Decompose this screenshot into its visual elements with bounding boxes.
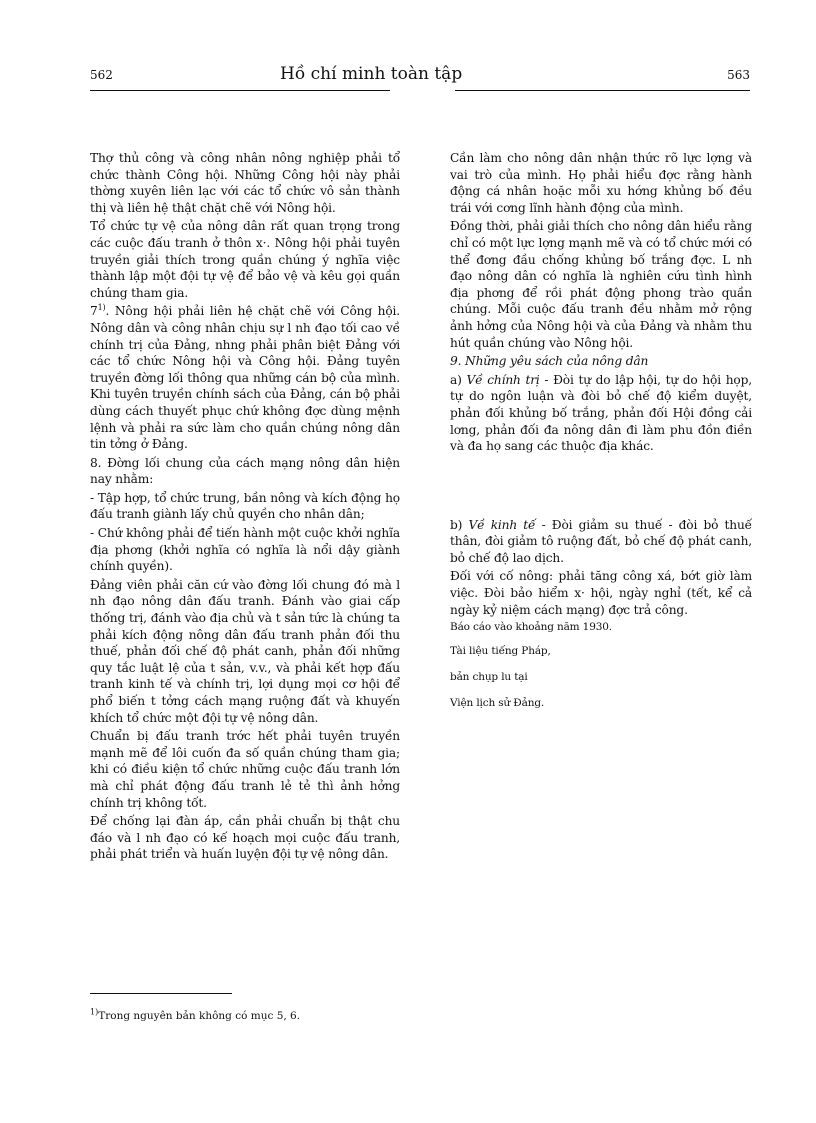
page-number-right: 563 xyxy=(727,68,750,82)
demand-economic xyxy=(450,517,752,567)
item-label: a) xyxy=(450,372,467,387)
list-item: - Tập hợp, tổ chức trung, bần nông và kích động họ đấu tranh giành lấy chủ quyền cho nhân dân; xyxy=(90,490,400,522)
footnote-marker: 1) xyxy=(90,1007,99,1017)
page-number-left: 562 xyxy=(90,68,113,82)
footnote-ref: 1) xyxy=(97,303,106,313)
header-rule-right xyxy=(455,90,750,91)
paragraph: Chuẩn bị đấu tranh trớc hết phải tuyên truyền mạnh mẽ để lôi cuốn đa số quần chúng tham gia; khi có điều kiện tổ chức những cuộc đấu tranh lớn mà chỉ phát động đấu tranh lẻ tẻ thì ảnh hởng chính trị không tốt. xyxy=(90,729,400,810)
source-note: Báo cáo vào khoảng năm 1930. xyxy=(450,621,612,634)
paragraph: Để chống lại đàn áp, cần phải chuẩn bị thật chu đáo và l nh đạo có kế hoạch mọi cuộc đấu tranh, phải phát triển và huấn luyện đội tự vệ nông dân. xyxy=(90,814,400,862)
paragraph: Cần làm cho nông dân nhận thức rõ lực lợng và vai trò của mình. Họ phải hiểu đợc rằng hành động cá nhân hoặc mỗi xu hớng khủng bố đều trái với cơng lĩnh hành động của mình. xyxy=(450,151,752,215)
running-title: Hồ chí minh toàn tập xyxy=(280,64,463,84)
item-title: Về kinh tế xyxy=(468,517,536,532)
paragraph-item-7: 7$^{1)}$. Nông hội phải liên hệ chặt chẽ với Công hội. Nông dân và công nhân chịu sự l nh đạo tối cao về chính trị của Đảng, nhng phải phân biệt Đảng với các tổ chức Nông hội và Công hội. Đảng tuyên truyền đờng lối thông qua những cán bộ của mình. Khi tuyên truyền chính sách của Đảng, cán bộ phải dùng cách thuyết phục chứ không đợc dùng mệnh lệnh và phải ra sức làm cho quần chúng nông dân tin tởng ở Đảng. xyxy=(90,303,401,452)
paragraph-item-8: 8. Đờng lối chung của cách mạng nông dân hiện nay nhằm: xyxy=(90,455,400,487)
item-label: b) xyxy=(450,517,469,532)
item-text: Nông hội phải liên hệ chặt chẽ với Công hội. Nông dân và công nhân chịu sự l nh đạo tối cao về chính trị của Đảng, nhng phải phân biệt Đảng với các tổ chức Nông hội và Công hội. Đảng tuyên truyền đờng lối thông qua những cán bộ của mình. Khi tuyên truyền chính sách của Đảng, cán bộ phải dùng cách thuyết phục chứ không đợc dùng mệnh lệnh và phải ra sức làm cho quần chúng nông dân tin tởng ở Đảng. xyxy=(90,304,401,452)
footnote-text: Trong nguyên bản không có mục 5, 6. xyxy=(98,1010,301,1022)
left-column xyxy=(90,150,400,863)
item-text: - Đòi giảm su thuế - đòi bỏ thuế thân, đòi giảm tô ruộng đất, bỏ chế độ phát canh, bỏ chế độ lao dịch. xyxy=(450,517,753,565)
paragraph: Đảng viên phải căn cứ vào đờng lối chung đó mà l nh đạo nông dân đấu tranh. Đánh vào giai cấp thống trị, đánh vào địa chủ và t sản tức là chúng ta phải kích động nông dân đấu tranh phản đối thu thuế, phản đối chế độ phát canh, phản đối những quy tắc luật lệ của t sản, v.v., và phải kết hợp đấu tranh kinh tế và chính trị, lợi dụng mọi cơ hội để phổ biến t tởng cách mạng ruộng đất và khuyến khích tổ chức một đội tự vệ nông dân. xyxy=(90,577,400,725)
item-number: 7 xyxy=(90,304,98,319)
section-heading: 9. Những yêu sách của nông dân xyxy=(450,354,649,369)
right-column xyxy=(450,150,752,710)
source-note: Viện lịch sử Đảng. xyxy=(450,697,545,710)
item-text: - Đòi tự do lập hội, tự do hội họp, tự do ngôn luận và đòi bỏ chế độ kiểm duyệt, phản đối khủng bố trắng, phản đối Hội đồng cải lơng, phản đối đa nông dân đi làm phu đồn điền và đa họ sang các thuộc địa khác. xyxy=(450,372,752,454)
footnote xyxy=(90,1007,301,1022)
paragraph: Đối với cố nông: phải tăng công xá, bớt giờ làm việc. Đòi bảo hiểm x· hội, ngày nghỉ (tết, kể cả ngày kỷ niệm cách mạng) đợc trả công. xyxy=(450,569,752,617)
paragraph: Thợ thủ công và công nhân nông nghiệp phải tổ chức thành Công hội. Những Công hội này phải thờng xuyên liên lạc với các tổ chức vô sản thành thị và liên hệ thật chặt chẽ với Nông hội. xyxy=(90,151,400,215)
paragraph: Tổ chức tự vệ của nông dân rất quan trọng trong các cuộc đấu tranh ở thôn x·. Nông hội phải tuyên truyền giải thích trong quần chúng ý nghĩa việc thành lập một đội tự vệ để bảo vệ và kêu gọi quần chúng tham gia. xyxy=(90,219,400,300)
list-item: - Chứ không phải để tiến hành một cuộc khởi nghĩa địa phơng (khởi nghĩa có nghĩa là nổi dậy giành chính quyền). xyxy=(90,526,400,574)
paragraph: Đồng thời, phải giải thích cho nông dân hiểu rằng chỉ có một lực lợng mạnh mẽ và có tổ chức mới có thể đơng đầu chống khủng bố trắng đợc. L nh đạo nông dân có nghĩa là nghiên cứu tình hình địa phơng để rồi phát động phong trào quần chúng. Mỗi cuộc đấu tranh đều nhằm mở rộng ảnh hởng của Nông hội và của Đảng và nhằm thu hút quần chúng vào Nông hội. xyxy=(450,219,752,350)
header-rule-left xyxy=(90,90,390,91)
source-note: Tài liệu tiếng Pháp, xyxy=(450,645,551,658)
item-title: Về chính trị xyxy=(466,372,540,387)
running-header xyxy=(90,64,750,88)
demand-political xyxy=(450,372,752,455)
source-note: bản chụp lu tại xyxy=(450,671,528,684)
footnote-rule xyxy=(90,993,232,994)
